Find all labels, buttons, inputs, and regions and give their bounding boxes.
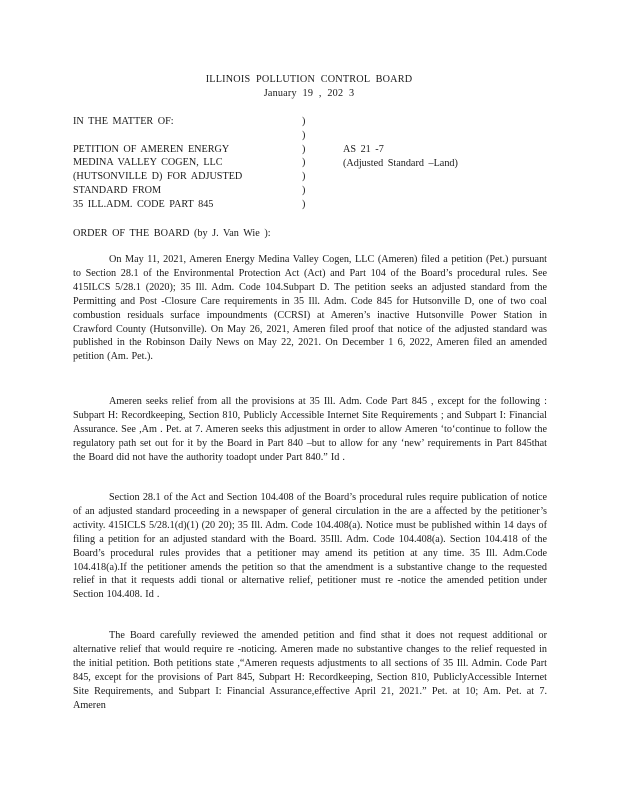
body-paragraph: On May 11, 2021, Ameren Energy Medina Valley Cogen, LLC (Ameren) filed a petition (Pet.) pursuant to Section 28.1 of the Environmental Protection Act (Act) and Part 104 of the Board’s procedural rules. See 415ILCS 5/28.1 (2020); 35 Ill. Adm. Code 104.Subpart D. The petition seeks an adjusted standard from the Permitting and Post -Closure Care requirements in 35 Ill. Adm. Code 845 for Hutsonville D, one of two coal combustion residuals surface impoundments (CCRSI) at Ameren’s inactive Hutsonville Power Station in Crawford County (Hutsonville). On May 26, 2021, Ameren filed proof that notice of the adjusted standard was published in the Robinson Daily News on May 22, 2021. On December 1 6, 2022, Ameren filed an amended petition (Am. Pet.). (73, 254, 547, 363)
body-paragraph: Section 28.1 of the Act and Section 104.408 of the Board’s procedural rules require publication of notice of an adjusted standard proceeding in a newspaper of general circulation in the are a affected by the petitioner’s activity. 415ICLS 5/28.1(d)(1) (20 20); 35 Ill. Adm. Code 104.408(a). Notice must be published within 14 days of filing a petition for an adjusted standard with the Board. 35Ill. Adm. Code 104.408(a). Section 104.418 of the Board’s procedural rules provides that a petitioner may amend its petition at any time. 35 Ill. Adm.Code 104.418(a).If the petitioner amends the petition so that the amendment is a substantive change to the requested relief in that it requests addi tional or alternative relief, petitioner must re -notice the amended petition under Section 104.408. Id . (73, 492, 547, 601)
caption-paren: ) (302, 116, 306, 127)
caption-parentheses (302, 115, 312, 212)
order-heading: ORDER OF THE BOARD (by J. Van Wie ): (73, 228, 271, 239)
case-caption (73, 115, 553, 215)
caption-line: (HUTSONVILLE D) FOR ADJUSTED (73, 171, 243, 183)
body-paragraph: The Board carefully reviewed the amended petition and find sthat it does not request additional or alternative relief that would require re -noticing. Ameren made no substantive changes to the relief requested in the initial petition. Both petitions state ,“Ameren requests adjustments to all sections of 35 Ill. Admin. Code Part 845, except for the provisions of Part 845, Subpart H: Recordkeeping, Section 810, PubliclyAccessible Internet Site Requirements, and Subpart I: Financial Assurance,effective April 21, 2021.” Pet. at 10; Am. Pet. at 7. Ameren (73, 630, 547, 711)
caption-paren: ) (302, 157, 306, 169)
caption-paren: ) (302, 143, 306, 155)
caption-parties (73, 115, 303, 212)
caption-case-info (343, 143, 543, 171)
board-name: ILLINOIS POLLUTION CONTROL BOARD (205, 74, 413, 85)
caption-paren: ) (302, 198, 306, 210)
caption-line: 35 ILL.ADM. CODE PART 845 (73, 198, 214, 210)
body-paragraph: Ameren seeks relief from all the provisions at 35 Ill. Adm. Code Part 845 , except for the following : Subpart H: Recordkeeping, Section 810, Publicly Accessible Internet Site Requirements ; and Subpart I: Financial Assurance. See ,Am . Pet. at 7. Ameren seeks this adjustment in order to allow Ameren ‘to‘continue to follow the regulatory path set out for it by the Board in Part 840 –but to allow for any ‘new’ requirements in Part 845that the Board did not have the authority toadopt under Part 840.” Id . (73, 396, 547, 463)
caption-line: IN THE MATTER OF: (73, 116, 174, 127)
order-date: January 19 , 202 3 (263, 88, 355, 99)
case-number: AS 21 -7 (343, 144, 384, 155)
caption-paren: ) (302, 171, 306, 183)
caption-line: PETITION OF AMEREN ENERGY (73, 143, 230, 155)
caption-paren: ) (302, 129, 306, 141)
case-type: (Adjusted Standard –Land) (343, 157, 458, 169)
caption-line (73, 129, 303, 143)
caption-line: STANDARD FROM (73, 184, 162, 196)
caption-line: MEDINA VALLEY COGEN, LLC (73, 157, 223, 169)
caption-paren: ) (302, 184, 306, 196)
document-header (0, 73, 618, 101)
